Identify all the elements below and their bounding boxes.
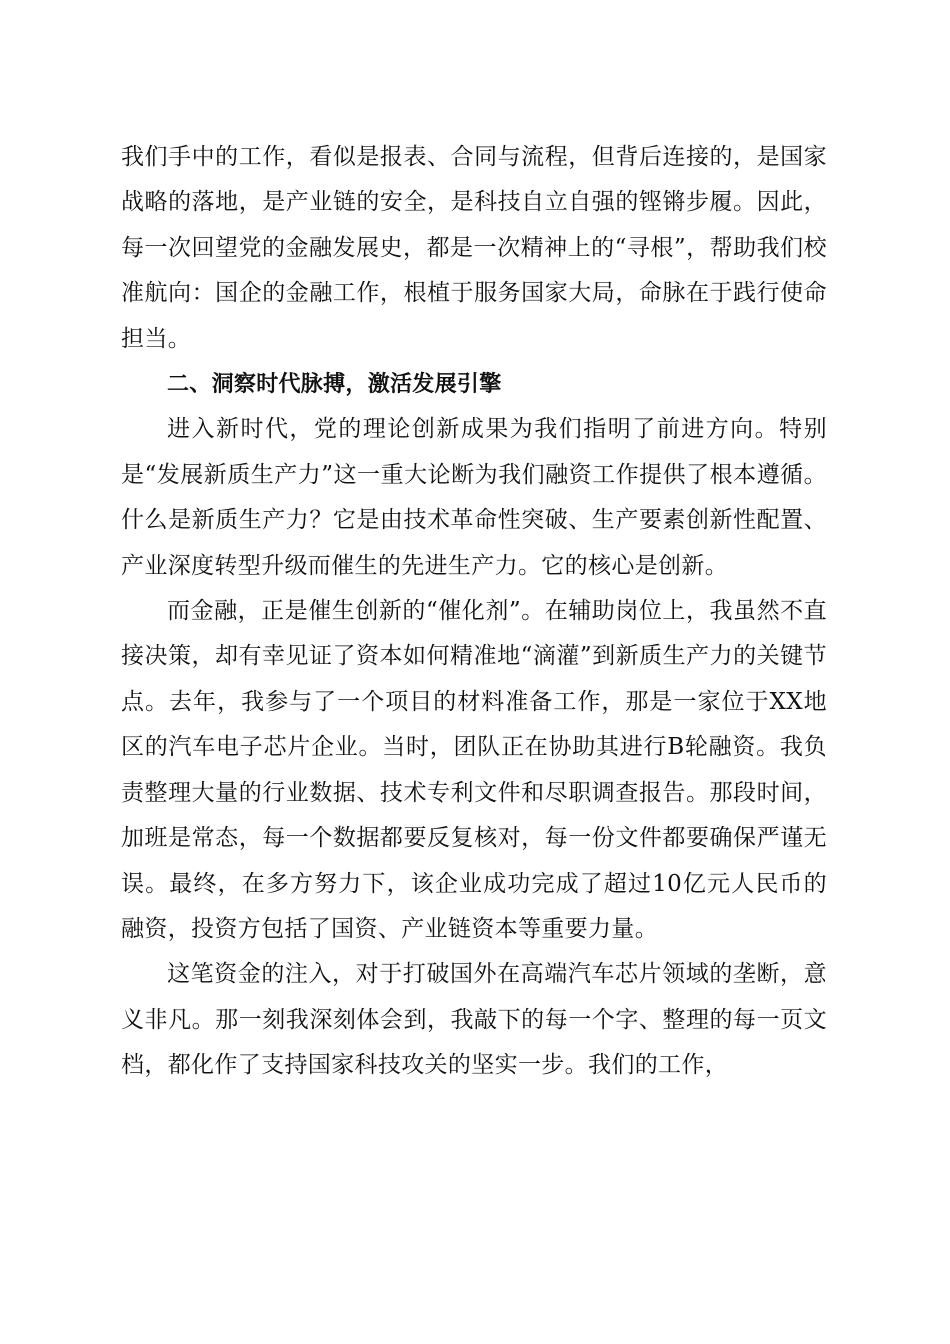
paragraph-capital-injection: 这笔资金的注入，对于打破国外在高端汽车芯片领域的垄断，意义非凡。那一刻我深刻体会到，我敲下的每一个字、整理的每一页文档，都化作了支持国家科技攻关的坚实一步。我们的工作， [121,961,827,1079]
paragraph-new-era: 进入新时代，党的理论创新成果为我们指明了前进方向。特别是“发展新质生产力”这一重大论断为我们融资工作提供了根本遵循。什么是新质生产力？它是由技术革命性突破、生产要素创新性配置、产业深度转型升级而催生的先进生产力。它的核心是创新。 [121,416,827,579]
paragraph-finance-catalyst: 而金融，正是催生创新的“催化剂”。在辅助岗位上，我虽然不直接决策，却有幸见证了资本如何精准地“滴灌”到新质生产力的关键节点。去年，我参与了一个项目的材料准备工作，那是一家位于XX地区的汽车电子芯片企业。当时，团队正在协助其进行B轮融资。我负责整理大量的行业数据、技术专利文件和尽职调查报告。那段时间，加班是常态，每一个数据都要反复核对，每一份文件都要确保严谨无误。最终，在多方努力下，该企业成功完成了超过10亿元人民币的融资，投资方包括了国资、产业链资本等重要力量。 [121,598,827,942]
paragraph-continued: 我们手中的工作，看似是报表、合同与流程，但背后连接的，是国家战略的落地，是产业链的安全，是科技自立自强的铿锵步履。因此，每一次回望党的金融发展史，都是一次精神上的“寻根”，帮助我们校准航向：国企的金融工作，根植于服务国家大局，命脉在于践行使命担当。 [121,144,827,352]
section-heading: 二、洞察时代脉搏，激活发展引擎 [167,372,502,398]
